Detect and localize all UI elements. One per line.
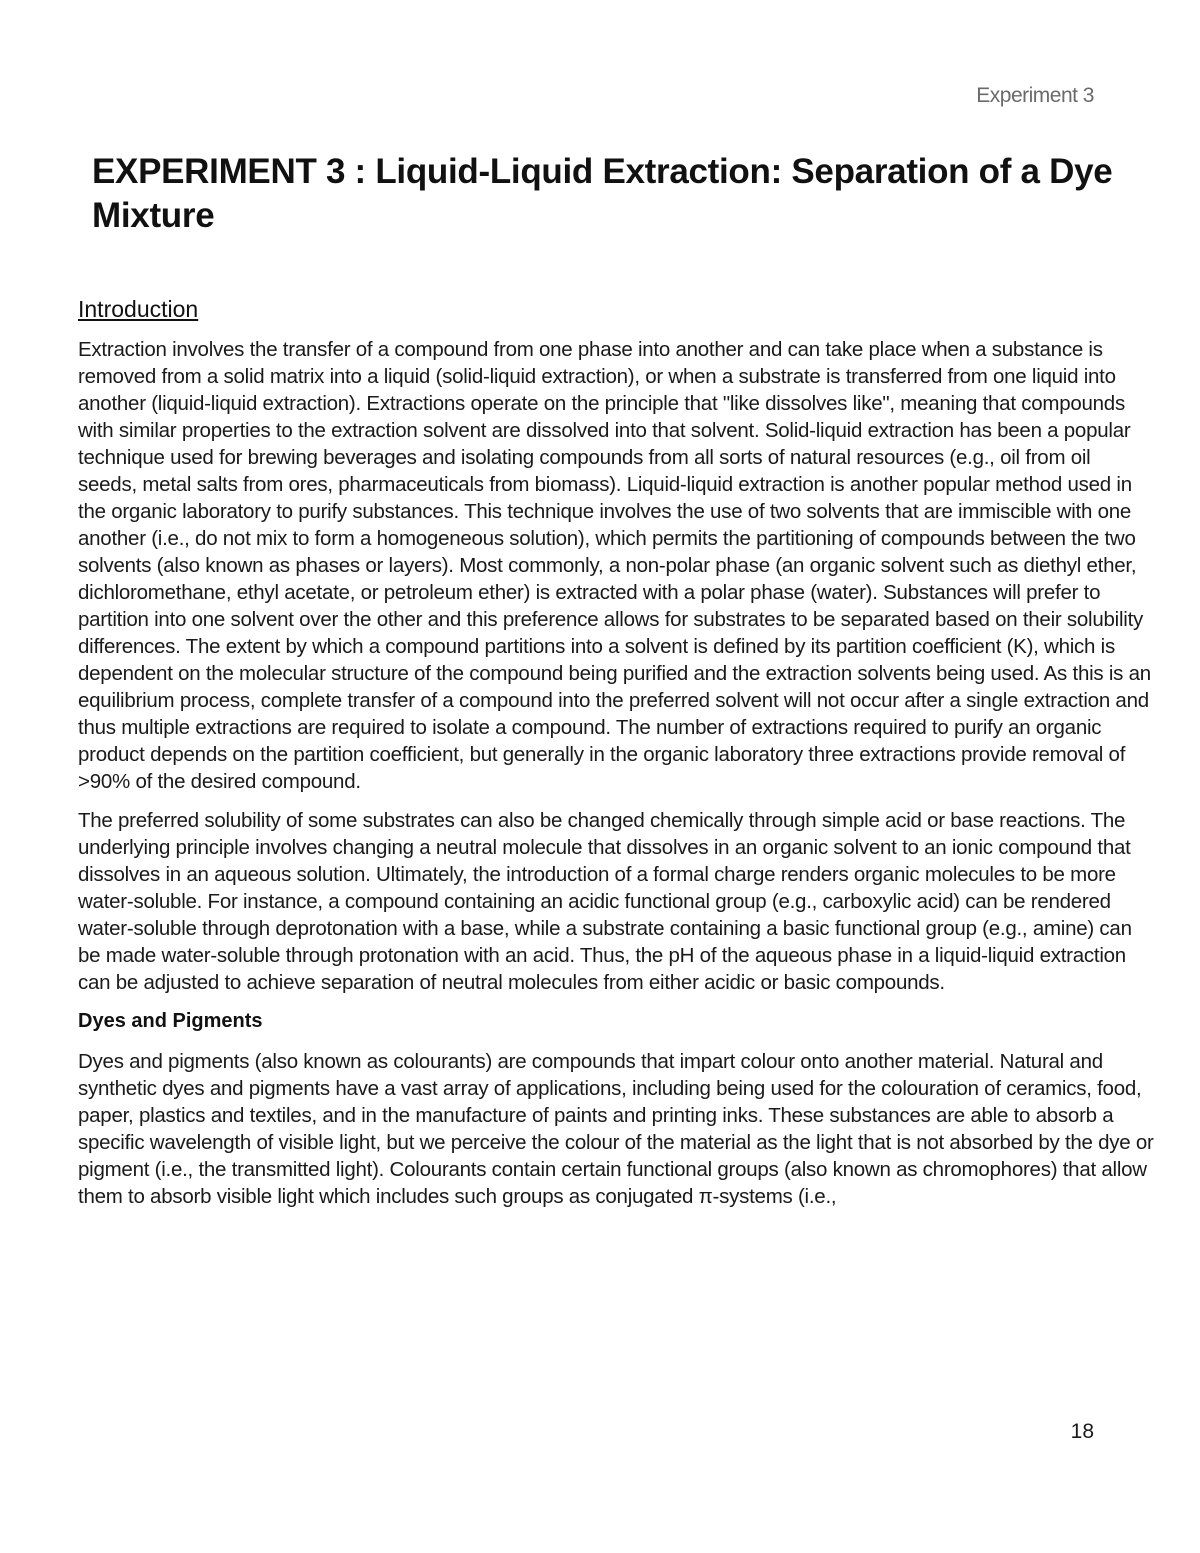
- page-content: [78, 294, 1154, 1222]
- page-number: 18: [1070, 1420, 1094, 1443]
- section-heading-dyes-and-pigments: Dyes and Pigments: [78, 1010, 263, 1032]
- running-header: Experiment 3: [976, 84, 1094, 107]
- introduction-paragraph: Extraction involves the transfer of a compound from one phase into another and can take place when a substance is removed from a solid matrix into a liquid (solid-liquid extraction), or when a substrate is transferred from one liquid into another (liquid-liquid extraction). Extractions operate on the principle that "like dissolves like", meaning that compounds with similar properties to the extraction solvent are dissolved into that solvent. Solid-liquid extraction has been a popular technique used for brewing beverages and isolating compounds from all sorts of natural resources (e.g., oil from oil seeds, metal salts from ores, pharmaceuticals from biomass). Liquid-liquid extraction is another popular method used in the organic laboratory to purify substances. This technique involves the use of two solvents that are immiscible with one another (i.e., do not mix to form a homogeneous solution), which permits the partitioning of compounds between the two solvents (also known as phases or layers). Most commonly, a non-polar phase (an organic solvent such as diethyl ether, dichloromethane, ethyl acetate, or petroleum ether) is extracted with a polar phase (water). Substances will prefer to partition into one solvent over the other and this preference allows for substrates to be separated based on their solubility differences. The extent by which a compound partitions into a solvent is defined by its partition coefficient (K), which is dependent on the molecular structure of the compound being purified and the extraction solvents being used. As this is an equilibrium process, complete transfer of a compound into the preferred solvent will not occur after a single extraction and thus multiple extractions are required to isolate a compound. The number of extractions required to purify an organic product depends on the partition coefficient, but generally in the organic laboratory three extractions provide removal of >90% of the desired compound.: [78, 338, 1151, 793]
- introduction-paragraph: The preferred solubility of some substrates can also be changed chemically through simple acid or base reactions. The underlying principle involves changing a neutral molecule that dissolves in an organic solvent to an ionic compound that dissolves in an aqueous solution. Ultimately, the introduction of a formal charge renders organic molecules to be more water-soluble. For instance, a compound containing an acidic functional group (e.g., carboxylic acid) can be rendered water-soluble through deprotonation with a base, while a substrate containing a basic functional group (e.g., amine) can be made water-soluble through protonation with an acid. Thus, the pH of the aqueous phase in a liquid-liquid extraction can be adjusted to achieve separation of neutral molecules from either acidic or basic compounds.: [78, 809, 1132, 994]
- section-heading-introduction: Introduction: [78, 296, 199, 322]
- dyes-paragraph: Dyes and pigments (also known as colourants) are compounds that impart colour onto another material. Natural and synthetic dyes and pigments have a vast array of applications, including being used for the colouration of ceramics, food, paper, plastics and textiles, and in the manufacture of paints and printing inks. These substances are able to absorb a specific wavelength of visible light, but we perceive the colour of the material as the light that is not absorbed by the dye or pigment (i.e., the transmitted light). Colourants contain certain functional groups (also known as chromophores) that allow them to absorb visible light which includes such groups as conjugated π-systems (i.e.,: [78, 1050, 1154, 1208]
- page-title: EXPERIMENT 3 : Liquid-Liquid Extraction: Separation of a Dye Mixture: [92, 152, 1113, 235]
